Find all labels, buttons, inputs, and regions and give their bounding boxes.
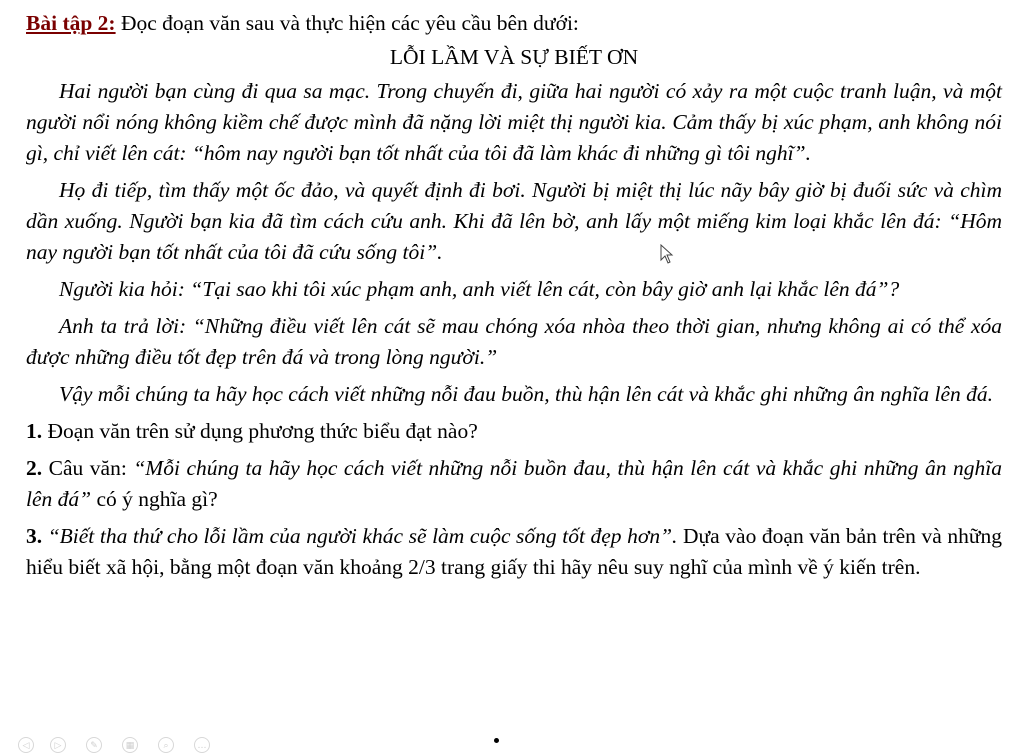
- pen-icon[interactable]: ✎: [86, 737, 102, 753]
- laser-dot: [494, 738, 499, 743]
- question-prefix: Câu văn:: [42, 456, 134, 480]
- question-quote: “Mỗi chúng ta hãy học cách viết những nỗi buồn đau, thù hận lên cát và khắc ghi những ân nghĩa lên đá”: [26, 456, 1002, 511]
- question-2: [26, 453, 1002, 515]
- question-number: 2.: [26, 456, 43, 480]
- question-number: 3.: [26, 524, 43, 548]
- slides-icon[interactable]: ▦: [122, 737, 138, 753]
- passage-paragraph-5: Vậy mỗi chúng ta hãy học cách viết những nỗi đau buồn, thù hận lên cát và khắc ghi những ân nghĩa lên đá.: [59, 382, 994, 406]
- passage-paragraph-2: Họ đi tiếp, tìm thấy một ốc đảo, và quyết định đi bơi. Người bị miệt thị lúc nãy bây giờ bị đuối sức và chìm dần xuống. Người bạn kia đã tìm cách cứu anh. Khi đã lên bờ, anh lấy một miếng kim loại khắc lên đá: “Hôm nay người bạn tốt nhất của tôi đã cứu sống tôi”.: [26, 178, 1002, 264]
- question-suffix: có ý nghĩa gì?: [91, 487, 218, 511]
- document: [26, 8, 1002, 589]
- question-quote: “Biết tha thứ cho lỗi lầm của người khác sẽ làm cuộc sống tốt đẹp hơn”.: [42, 524, 678, 548]
- passage-paragraph-3: Người kia hỏi: “Tại sao khi tôi xúc phạm anh, anh viết lên cát, còn bây giờ anh lại khắc lên đá”?: [59, 277, 900, 301]
- zoom-icon[interactable]: ⌕: [158, 737, 174, 753]
- question-number: 1.: [26, 419, 43, 443]
- passage-paragraph-1: Hai người bạn cùng đi qua sa mạc. Trong chuyến đi, giữa hai người có xảy ra một cuộc tranh luận, và một người nổi nóng không kiềm chế được mình đã nặng lời miệt thị người kia. Cảm thấy bị xúc phạm, anh không nói gì, chỉ viết lên cát: “hôm nay người bạn tốt nhất của tôi đã làm khác đi những gì tôi nghĩ”.: [26, 79, 1002, 165]
- passage-paragraph-4: Anh ta trả lời: “Những điều viết lên cát sẽ mau chóng xóa nhòa theo thời gian, nhưng không ai có thể xóa được những điều tốt đẹp trên đá và trong lòng người.”: [26, 314, 1002, 369]
- question-3: [26, 521, 1002, 583]
- exercise-heading: [26, 8, 1002, 39]
- question-1: [26, 416, 1002, 447]
- exercise-instruction: Đọc đoạn văn sau và thực hiện các yêu cầu bên dưới:: [115, 11, 579, 35]
- mouse-pointer-icon: [660, 244, 674, 264]
- exercise-label: Bài tập 2:: [26, 11, 116, 35]
- slideshow-toolbar: [0, 733, 300, 755]
- forward-icon[interactable]: ▷: [50, 737, 66, 753]
- question-suffix: Dựa vào đoạn văn bản trên và những hiểu biết xã hội, bằng một đoạn văn khoảng 2/3 trang giấy thi hãy nêu suy nghĩ của mình về ý kiến trên.: [26, 524, 1003, 579]
- passage-title: LỖI LẦM VÀ SỰ BIẾT ƠN: [389, 45, 639, 69]
- question-text: Đoạn văn trên sử dụng phương thức biểu đạt nào?: [42, 419, 478, 443]
- more-icon[interactable]: …: [194, 737, 210, 753]
- back-icon[interactable]: ◁: [18, 737, 34, 753]
